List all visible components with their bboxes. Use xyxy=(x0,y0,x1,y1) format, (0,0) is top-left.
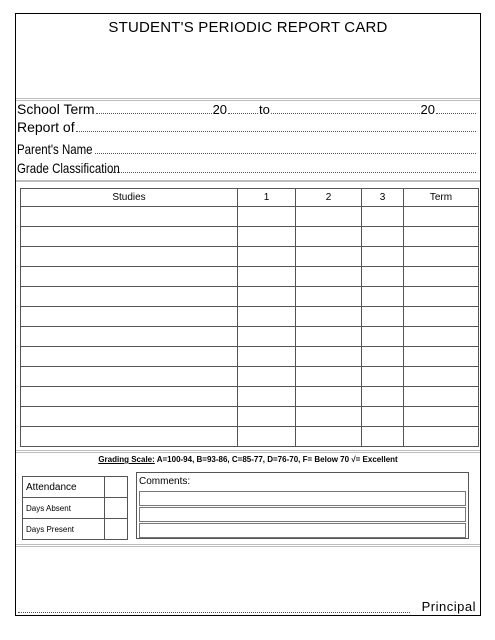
principal-label: Principal xyxy=(421,599,476,614)
grade-cell[interactable] xyxy=(362,347,404,367)
grade-cell[interactable] xyxy=(296,207,362,227)
grade-cell[interactable] xyxy=(21,387,238,407)
table-row xyxy=(21,227,479,247)
table-row xyxy=(21,407,479,427)
school-term-label: School Term xyxy=(17,101,95,117)
table-row xyxy=(21,347,479,367)
attendance-cell[interactable] xyxy=(105,477,128,498)
comment-line[interactable] xyxy=(139,523,466,538)
table-row xyxy=(21,367,479,387)
grade-cell[interactable] xyxy=(296,407,362,427)
grade-cell[interactable] xyxy=(404,327,479,347)
grade-cell[interactable] xyxy=(404,227,479,247)
grade-cell[interactable] xyxy=(238,367,296,387)
grade-cell[interactable] xyxy=(21,247,238,267)
table-header-row xyxy=(21,189,479,207)
days-present-label: Days Present xyxy=(23,519,105,540)
grade-cell[interactable] xyxy=(238,207,296,227)
grade-cell[interactable] xyxy=(404,247,479,267)
column-header: Studies xyxy=(21,189,238,207)
grade-cell[interactable] xyxy=(21,227,238,247)
grading-scale-label: Grading Scale: xyxy=(98,455,155,464)
attendance-title: Attendance xyxy=(23,477,105,498)
grade-cell[interactable] xyxy=(404,407,479,427)
report-of-blank[interactable] xyxy=(76,131,476,132)
parents-name-row xyxy=(17,140,477,156)
divider xyxy=(16,180,480,182)
table-row xyxy=(21,307,479,327)
grade-cell[interactable] xyxy=(362,227,404,247)
divider xyxy=(16,450,480,453)
report-of-label: Report of xyxy=(17,119,75,135)
grade-cell[interactable] xyxy=(296,387,362,407)
grade-cell[interactable] xyxy=(238,327,296,347)
to-label: to xyxy=(259,102,270,117)
grade-cell[interactable] xyxy=(21,367,238,387)
grade-cell[interactable] xyxy=(362,287,404,307)
grade-classification-row xyxy=(17,159,477,175)
days-present-cell[interactable] xyxy=(105,519,128,540)
table-row xyxy=(21,427,479,447)
table-row xyxy=(21,267,479,287)
report-of-row xyxy=(17,120,477,134)
grade-cell[interactable] xyxy=(238,267,296,287)
divider xyxy=(16,544,480,547)
year-end-blank[interactable] xyxy=(436,113,476,114)
grade-cell[interactable] xyxy=(296,367,362,387)
grade-cell[interactable] xyxy=(404,287,479,307)
grade-cell[interactable] xyxy=(362,307,404,327)
grade-cell[interactable] xyxy=(296,247,362,267)
grade-cell[interactable] xyxy=(404,367,479,387)
column-header: 2 xyxy=(296,189,362,207)
year-prefix-end: 20 xyxy=(420,102,435,117)
school-term-blank[interactable] xyxy=(96,113,212,114)
table-row xyxy=(21,247,479,267)
grade-cell[interactable] xyxy=(21,347,238,367)
grade-cell[interactable] xyxy=(21,307,238,327)
grading-scale xyxy=(16,455,480,464)
comments-box xyxy=(136,472,469,539)
grade-cell[interactable] xyxy=(238,247,296,267)
grade-cell[interactable] xyxy=(21,407,238,427)
comments-label: Comments: xyxy=(139,476,191,487)
grade-cell[interactable] xyxy=(296,327,362,347)
parents-name-blank[interactable] xyxy=(95,153,476,154)
grade-cell[interactable] xyxy=(238,227,296,247)
term-end-blank[interactable] xyxy=(271,113,420,114)
grade-cell[interactable] xyxy=(404,387,479,407)
grade-cell[interactable] xyxy=(362,427,404,447)
grade-cell[interactable] xyxy=(296,307,362,327)
grade-cell[interactable] xyxy=(362,267,404,287)
grade-cell[interactable] xyxy=(21,287,238,307)
grade-cell[interactable] xyxy=(238,407,296,427)
grade-cell[interactable] xyxy=(238,287,296,307)
school-term-row xyxy=(17,102,477,116)
grade-cell[interactable] xyxy=(362,367,404,387)
table-row xyxy=(21,327,479,347)
grade-cell[interactable] xyxy=(238,387,296,407)
grade-cell[interactable] xyxy=(238,307,296,327)
grade-cell[interactable] xyxy=(296,287,362,307)
comment-line[interactable] xyxy=(139,507,466,522)
grade-classification-blank[interactable] xyxy=(110,172,476,173)
grade-cell[interactable] xyxy=(362,327,404,347)
column-header: 1 xyxy=(238,189,296,207)
grade-cell[interactable] xyxy=(296,227,362,247)
grade-cell[interactable] xyxy=(362,207,404,227)
grade-cell[interactable] xyxy=(404,347,479,367)
grades-table xyxy=(20,188,479,447)
grade-cell[interactable] xyxy=(404,307,479,327)
grade-cell[interactable] xyxy=(404,267,479,287)
parents-name-label: Parent's Name xyxy=(17,141,93,157)
comment-line[interactable] xyxy=(139,491,466,506)
table-row xyxy=(21,207,479,227)
page-title: STUDENT'S PERIODIC REPORT CARD xyxy=(108,19,388,36)
column-header: 3 xyxy=(362,189,404,207)
days-absent-cell[interactable] xyxy=(105,498,128,519)
grade-cell[interactable] xyxy=(296,267,362,287)
days-absent-label: Days Absent xyxy=(23,498,105,519)
attendance-table xyxy=(22,476,128,540)
grade-cell[interactable] xyxy=(21,327,238,347)
grade-cell[interactable] xyxy=(21,427,238,447)
year-prefix-start: 20 xyxy=(212,102,228,117)
grade-classification-label: Grade Classification xyxy=(17,160,120,176)
grade-cell[interactable] xyxy=(238,347,296,367)
grade-cell[interactable] xyxy=(238,427,296,447)
year-start-blank[interactable] xyxy=(228,113,258,114)
grade-cell[interactable] xyxy=(404,207,479,227)
grade-cell[interactable] xyxy=(21,207,238,227)
grade-cell[interactable] xyxy=(362,407,404,427)
report-card xyxy=(15,13,481,616)
grade-cell[interactable] xyxy=(296,347,362,367)
table-row xyxy=(21,287,479,307)
grade-cell[interactable] xyxy=(296,427,362,447)
grade-cell[interactable] xyxy=(21,267,238,287)
grade-cell[interactable] xyxy=(362,387,404,407)
column-header: Term xyxy=(404,189,479,207)
grading-scale-text: A=100-94, B=93-86, C=85-77, D=76-70, F= Below 70 √= Excellent xyxy=(156,455,398,464)
table-row xyxy=(21,387,479,407)
grade-cell[interactable] xyxy=(362,247,404,267)
principal-signature-line[interactable] xyxy=(18,612,410,613)
grade-cell[interactable] xyxy=(404,427,479,447)
